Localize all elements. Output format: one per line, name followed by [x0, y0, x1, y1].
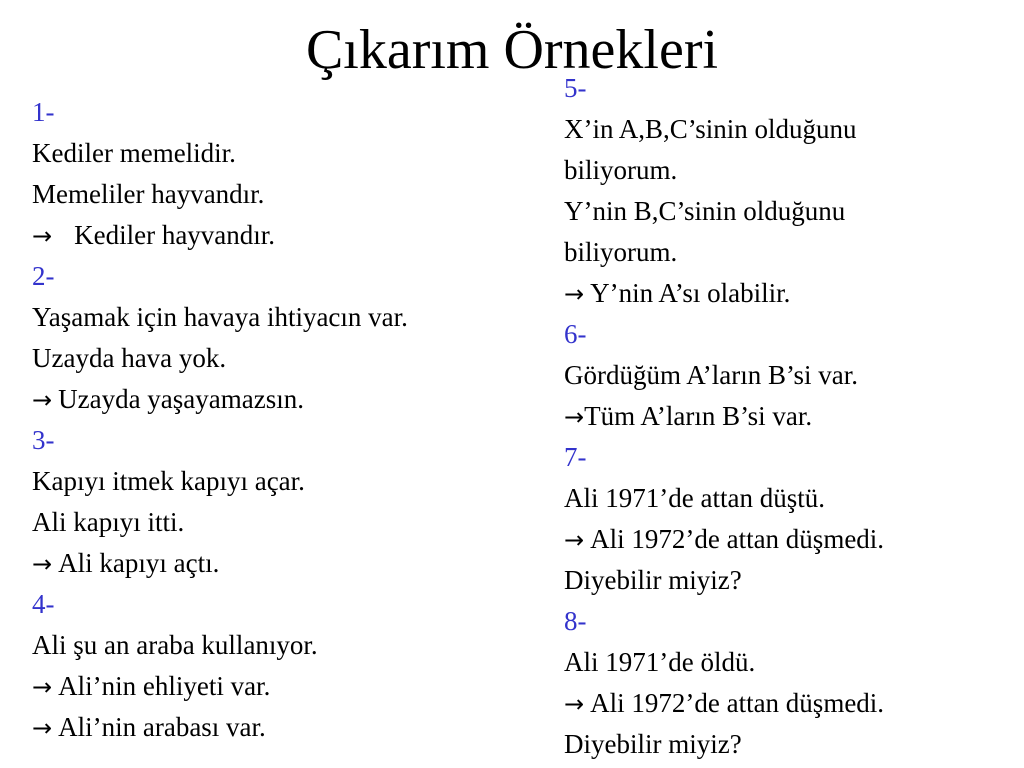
- premise-line: Kediler memelidir.: [32, 138, 236, 168]
- conclusion-line: [32, 543, 408, 584]
- example-number: 3-: [32, 425, 55, 455]
- premise-line: Kapıyı itmek kapıyı açar.: [32, 466, 305, 496]
- example-number: 7-: [564, 442, 587, 472]
- conclusion-line: [564, 273, 884, 314]
- arrow-right-icon: →: [32, 386, 53, 414]
- question-line: Diyebilir miyiz?: [564, 565, 742, 595]
- premise-line: Yaşamak için havaya ihtiyacın var.: [32, 302, 408, 332]
- conclusion-text: Uzayda yaşayamazsın.: [58, 384, 304, 414]
- arrow-right-icon: →: [564, 526, 585, 554]
- arrow-right-icon: →: [564, 280, 585, 308]
- example-number: 8-: [564, 606, 587, 636]
- premise-line: Ali 1971’de attan düştü.: [564, 483, 825, 513]
- example-number: 4-: [32, 589, 55, 619]
- conclusion-text: Ali 1972’de attan düşmedi.: [590, 688, 885, 718]
- arrow-right-icon: →: [32, 673, 53, 701]
- conclusion-text: Ali’nin arabası var.: [58, 712, 266, 742]
- conclusion-text: Ali kapıyı açtı.: [58, 548, 220, 578]
- conclusion-text: Ali’nin ehliyeti var.: [58, 671, 271, 701]
- conclusion-line: [32, 666, 408, 707]
- conclusion-line: [32, 379, 408, 420]
- example-number: 5-: [564, 73, 587, 103]
- example-number: 6-: [564, 319, 587, 349]
- premise-line: Ali 1971’de öldü.: [564, 647, 756, 677]
- arrow-right-icon: →: [564, 403, 585, 431]
- premise-line: Y’nin B,C’sinin olduğunu: [564, 196, 846, 226]
- conclusion-text: Tüm A’ların B’si var.: [584, 401, 813, 431]
- premise-line: X’in A,B,C’sinin olduğunu: [564, 114, 857, 144]
- slide-title: Çıkarım Örnekleri: [305, 19, 719, 81]
- example-number: 2-: [32, 261, 55, 291]
- premise-line: biliyorum.: [564, 237, 678, 267]
- question-line: Diyebilir miyiz?: [564, 729, 742, 759]
- conclusion-text: Kediler hayvandır.: [74, 220, 276, 250]
- examples-left-column: [32, 92, 408, 748]
- conclusion-line: [32, 707, 408, 748]
- arrow-right-icon: →: [564, 690, 585, 718]
- premise-line: Gördüğüm A’ların B’si var.: [564, 360, 858, 390]
- premise-line: Memeliler hayvandır.: [32, 179, 265, 209]
- arrow-right-icon: →: [32, 714, 53, 742]
- conclusion-line: [32, 215, 408, 256]
- examples-right-column: [564, 68, 884, 765]
- arrow-right-icon: →: [32, 222, 53, 250]
- conclusion-text: Ali 1972’de attan düşmedi.: [590, 524, 885, 554]
- conclusion-text: Y’nin A’sı olabilir.: [590, 278, 791, 308]
- premise-line: Ali kapıyı itti.: [32, 507, 185, 537]
- conclusion-line: [564, 683, 884, 724]
- example-number: 1-: [32, 97, 55, 127]
- premise-line: Uzayda hava yok.: [32, 343, 227, 373]
- conclusion-line: [564, 519, 884, 560]
- premise-line: Ali şu an araba kullanıyor.: [32, 630, 318, 660]
- conclusion-line: [564, 396, 884, 437]
- arrow-right-icon: →: [32, 550, 53, 578]
- premise-line: biliyorum.: [564, 155, 678, 185]
